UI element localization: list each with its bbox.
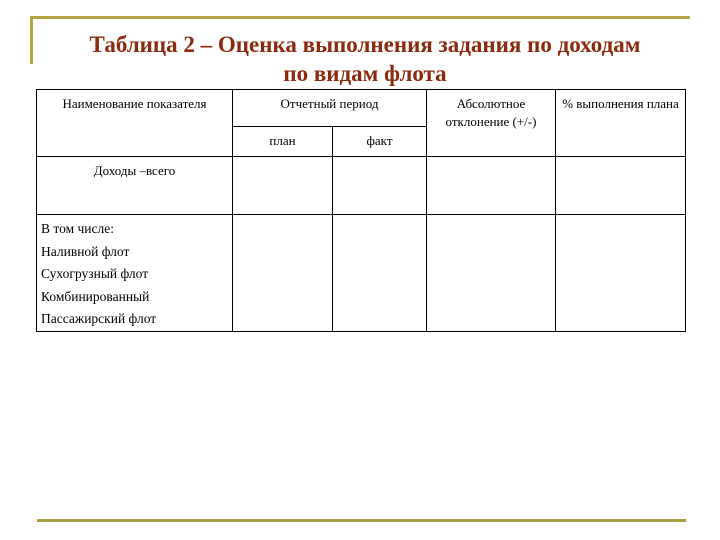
revenue-assessment-table: [36, 89, 686, 332]
header-indicator: Наименование показателя: [37, 90, 233, 157]
cell-pct-completion: [556, 157, 686, 215]
title-line-1: Таблица 2 – Оценка выполнения задания по доходам: [89, 32, 641, 57]
cell-pct-completion: [556, 215, 686, 332]
bottom-accent-rule: [37, 519, 686, 522]
header-row-1: [37, 90, 686, 127]
header-period: Отчетный период: [233, 90, 427, 127]
breakdown-combined-fleet: Комбинированный: [41, 288, 150, 304]
slide-title: [40, 30, 690, 88]
header-abs-deviation: Абсолютное отклонение (+/-): [427, 90, 556, 157]
cell-plan: [233, 215, 333, 332]
title-line-2: по видам флота: [283, 61, 447, 86]
table-row: [37, 157, 686, 215]
table-row: [37, 215, 686, 332]
breakdown-passenger-fleet: Пассажирский флот: [41, 311, 157, 326]
cell-fact: [333, 157, 427, 215]
breakdown-dry-cargo-fleet: Сухогрузный флот: [41, 266, 149, 281]
cell-fact: [333, 215, 427, 332]
breakdown-intro: В том числе:: [41, 221, 114, 236]
row-label-total: Доходы –всего: [37, 157, 233, 215]
left-accent-rule: [30, 16, 33, 64]
cell-abs-deviation: [427, 157, 556, 215]
header-fact: факт: [333, 127, 427, 157]
row-label-breakdown: [37, 215, 233, 332]
header-plan: план: [233, 127, 333, 157]
header-pct-completion: % выполнения плана: [556, 90, 686, 157]
cell-abs-deviation: [427, 215, 556, 332]
cell-plan: [233, 157, 333, 215]
top-accent-rule: [30, 16, 690, 19]
breakdown-tanker-fleet: Наливной флот: [41, 243, 130, 259]
